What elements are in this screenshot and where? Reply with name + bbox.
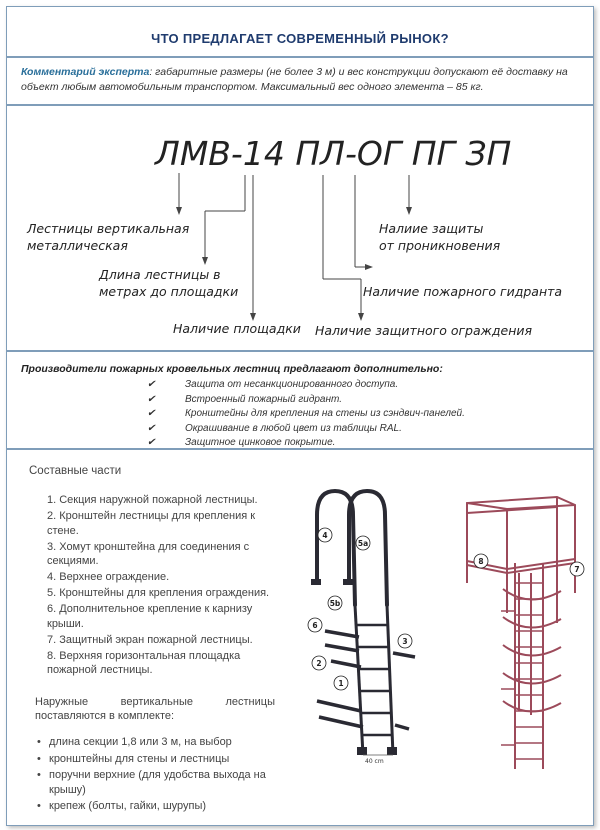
label-length-2: метрах до площадки — [99, 284, 239, 299]
page-title: ЧТО ПРЕДЛАГАЕТ СОВРЕМЕННЫЙ РЫНОК? — [151, 31, 449, 46]
callout-2: 2 — [316, 659, 322, 668]
divider — [7, 104, 593, 106]
list-item: 6. Дополнительное крепление к карнизу крыши. — [47, 603, 253, 630]
list-item: 7. Защитный экран пожарной лестницы. — [47, 633, 253, 646]
label-protection-1: Налиие защиты — [379, 221, 484, 236]
callout-6: 6 — [312, 621, 318, 630]
label-protection-2: от проникновения — [379, 238, 501, 253]
list-item: 4. Верхнее ограждение. — [47, 571, 170, 583]
label-ladder-type-1: Лестницы вертикальная — [27, 221, 190, 236]
kit-intro-line2: поставляются в комплекте: — [35, 710, 175, 722]
list-item: 5. Кронштейны для крепления ограждения. — [47, 587, 270, 599]
arrow-heads — [176, 207, 412, 321]
kit-list — [35, 735, 275, 816]
callout-5b: 5b — [329, 599, 341, 608]
callout-3: 3 — [402, 637, 408, 646]
label-platform: Наличие площадки — [173, 321, 301, 336]
list-item: 1. Секция наружной пожарной лестницы. — [47, 494, 258, 506]
check-icon: ✔ — [147, 437, 156, 448]
list-item: • поручни верхние (для удобства выхода на крышу) — [35, 768, 275, 797]
callout-5a: 5a — [357, 539, 369, 548]
check-icon: ✔ — [147, 379, 156, 390]
label-fence: Наличие защитного ограждения — [315, 323, 533, 338]
check-icon: ✔ — [147, 393, 156, 405]
ladder-parts-illustration — [297, 485, 437, 765]
callout-7: 7 — [574, 565, 580, 574]
kit-intro-line1: Наружные вертикальные лестницы — [35, 696, 275, 708]
code-diagram — [7, 119, 593, 349]
producers-title: Производители пожарных кровельных лестниц предлагают дополнительно: — [21, 363, 443, 375]
label-ladder-type-2: металлическая — [27, 238, 128, 253]
list-item: ✔ Кронштейны для крепления на стены из сэндвич-панелей. — [147, 407, 465, 422]
expert-comment — [21, 65, 581, 95]
check-icon: ✔ — [147, 422, 156, 434]
label-hydrant: Наличие пожарного гидранта — [363, 284, 563, 299]
parts-list — [47, 493, 277, 679]
divider — [7, 448, 593, 450]
list-item: • крепеж (болты, гайки, шурупы) — [35, 799, 275, 814]
dimension-label: 40 cm — [365, 758, 384, 765]
list-item: 2. Кронштейн лестницы для крепления к стене. — [47, 510, 256, 537]
divider — [7, 350, 593, 352]
page-frame — [6, 6, 594, 826]
check-icon: ✔ — [147, 408, 156, 419]
expert-text: : габаритные размеры (не более 3 м) и вес конструкции допускают её доставку на объект любым автомобильным транспортом. Максимальный вес одного элемента – 85 кг. — [21, 66, 568, 93]
list-item: • кронштейны для стены и лестницы — [35, 752, 275, 767]
list-item: ✔ Окрашивание в любой цвет из таблицы RAL. — [147, 422, 465, 437]
list-item: ✔ Встроенный пожарный гидрант. — [147, 393, 465, 408]
callout-8: 8 — [478, 557, 484, 566]
code-text: ЛМВ-14 ПЛ-ОГ ПГ ЗП — [155, 134, 512, 173]
list-item: ✔ Защитное цинковое покрытие. — [147, 436, 465, 451]
callout-4: 4 — [322, 531, 328, 540]
label-length-1: Длина лестницы в — [99, 267, 221, 282]
list-item: ✔ Защита от несанкционированного доступа. — [147, 378, 465, 393]
list-item: 8. Верхняя горизонтальная площадка пожарной лестницы. — [47, 649, 241, 676]
producers-list — [147, 378, 465, 451]
callout-1: 1 — [338, 679, 344, 688]
expert-label: Комментарий эксперта — [21, 66, 150, 78]
divider — [7, 56, 593, 58]
caged-ladder-illustration — [457, 493, 587, 773]
parts-title: Составные части — [29, 465, 122, 477]
list-item: • длина секции 1,8 или 3 м, на выбор — [35, 735, 275, 750]
list-item: 3. Хомут кронштейна для соединения с секциями. — [47, 540, 250, 567]
